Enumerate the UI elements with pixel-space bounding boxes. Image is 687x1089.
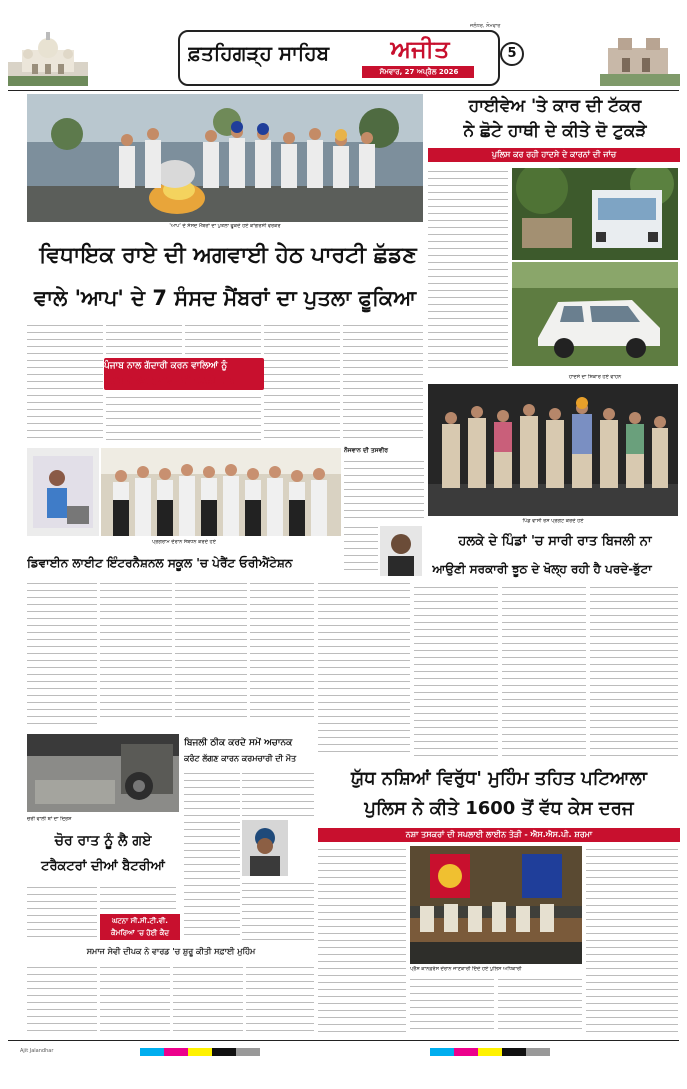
villagers-photo — [428, 384, 678, 516]
village-headline-1: ਹਲਕੇ ਦੇ ਪਿੰਡਾਂ 'ਚ ਸਾਰੀ ਰਾਤ ਬਿਜਲੀ ਨਾ — [458, 534, 652, 549]
electric-headline-2: ਕਰੰਟ ਲੱਗਣ ਕਾਰਨ ਕਰਮਚਾਰੀ ਦੀ ਮੌਤ — [184, 754, 297, 763]
village-small-head: ਨੌਜਵਾਨ ਦੀ ਤਸਵੀਰ — [344, 447, 388, 454]
school-body-col-4 — [250, 580, 314, 720]
color-registration-bar — [140, 1048, 260, 1056]
theft-headline-2: ਟਰੈਕਟਰਾਂ ਦੀਆਂ ਬੈਟਰੀਆਂ — [41, 859, 165, 874]
school-headline: ਡਿਵਾਈਨ ਲਾਈਟ ਇੰਟਰਨੈਸ਼ਨਲ ਸਕੂਲ 'ਚ ਪੇਰੈਂਟ ਓਰੀਐਂਟੇਸ਼ਨ — [27, 556, 293, 570]
school-body-col-1 — [27, 580, 97, 730]
police-body-col-2 — [410, 976, 494, 1034]
footer-text: Ajit Jalandhar — [20, 1048, 54, 1054]
police-headline-2: ਪੁਲਿਸ ਨੇ ਕੀਤੇ 1600 ਤੋਂ ਵੱਧ ਕੇਸ ਦਰਜ — [364, 798, 634, 819]
village-body-col-4 — [590, 584, 678, 756]
highway-headline-2: ਨੇ ਛੋਟੇ ਹਾਥੀ ਦੇ ਕੀਤੇ ਦੋ ਟੁਕੜੇ — [463, 121, 647, 141]
village-body-col-2 — [414, 584, 498, 756]
village-headline-2: ਆਉਣੀ ਸਰਕਾਰੀ ਝੂਠ ਦੇ ਖੋਲ੍ਹ ਰਹੀ ਹੈ ਪਰਦੇ-ਭੁੱਟਾ — [432, 562, 652, 576]
protest-photo-caption: 'ਆਪ' ਦੇ ਸੰਸਦ ਮੈਂਬਰਾਂ ਦਾ ਪੁਤਲਾ ਫੂਕਦੇ ਹੋਏ ਕਾਂਗਰਸੀ ਵਰਕਰ — [169, 223, 281, 229]
top-strip — [0, 0, 687, 6]
footer-rule — [8, 1040, 679, 1041]
police-photo-caption: ਪ੍ਰੈੱਸ ਕਾਨਫ਼ਰੰਸ ਦੌਰਾਨ ਜਾਣਕਾਰੀ ਦਿੰਦੇ ਹੋਏ ਪੁਲਿਸ ਅਧਿਕਾਰੀ — [410, 966, 522, 972]
police-headline-1: ਯੁੱਧ ਨਸ਼ਿਆਂ ਵਿਰੁੱਧ' ਮੁਹਿੰਮ ਤਹਿਤ ਪਟਿਆਲਾ — [351, 768, 647, 789]
police-body-col-4 — [586, 846, 678, 1034]
police-kicker: ਨਸ਼ਾ ਤਸਕਰਾਂ ਦੀ ਸਪਲਾਈ ਲਾਈਨ ਤੋੜੀ - ਐਸ.ਐਸ.ਪੀ. ਸ਼ਰਮਾ — [318, 828, 680, 842]
aap-body-col-1 — [27, 322, 103, 444]
aap-headline-1: ਵਿਧਾਇਕ ਰਾਏ ਦੀ ਅਗਵਾਈ ਹੇਠ ਪਾਰਟੀ ਛੱਡਣ — [39, 243, 417, 268]
electric-headline-1: ਬਿਜਲੀ ਠੀਕ ਕਰਦੇ ਸਮੇਂ ਅਚਾਨਕ — [184, 738, 293, 748]
issue-date: ਸੋਮਵਾਰ, 27 ਅਪ੍ਰੈਲ 2026 — [379, 68, 459, 76]
aap-headline-2: ਵਾਲੇ 'ਆਪ' ਦੇ 7 ਸੰਸਦ ਮੈਂਬਰਾਂ ਦਾ ਪੁਤਲਾ ਫੂਕਿਆ — [33, 286, 417, 310]
aap-quote-line-2: ਪੰਜਾਬ ਦੇ ਲੋਕ ਮੁਆਫ਼ ਨਹੀਂ ਕਰਨਗੇ-ਰਾਏ — [104, 376, 235, 386]
paper-logo: ਅਜੀਤ — [390, 35, 450, 63]
crash-photo-1 — [512, 168, 678, 260]
social-body-col-2 — [100, 964, 170, 1034]
masthead-rule — [8, 90, 679, 91]
police-press-photo — [410, 846, 582, 964]
theft-headline-1: ਚੋਰ ਰਾਤ ਨੂੰ ਲੈ ਗਏ — [54, 833, 152, 849]
electric-victim-portrait — [242, 820, 288, 876]
crash-photo-caption: ਹਾਦਸੇ ਦਾ ਸ਼ਿਕਾਰ ਹੋਏ ਵਾਹਨ — [568, 374, 622, 380]
highway-body-text — [428, 168, 508, 370]
school-photo-caption: ਪ੍ਰੋਗਰਾਮ ਦੌਰਾਨ ਸੰਬੋਧਨ ਕਰਦੇ ਹੋਏ — [152, 539, 216, 545]
highway-headline-1: ਹਾਈਵੇਅ 'ਤੇ ਕਾਰ ਦੀ ਟੱਕਰ — [468, 96, 642, 116]
villagers-photo-caption: ਪਿੰਡ ਵਾਸੀ ਰੋਸ ਪ੍ਰਗਟ ਕਰਦੇ ਹੋਏ — [522, 518, 584, 524]
gurdwara-illustration — [8, 32, 88, 86]
school-body-col-2 — [100, 580, 172, 720]
village-small-text-2 — [344, 524, 378, 576]
theft-photo-caption: ਚੋਰੀ ਵਾਲੀ ਥਾਂ ਦਾ ਦ੍ਰਿਸ਼ — [27, 816, 72, 822]
aap-body-col-3 — [185, 322, 261, 358]
color-registration-bar-2 — [430, 1048, 550, 1056]
village-small-text — [344, 458, 424, 522]
theft-body-col-1 — [27, 884, 97, 938]
police-body-col-3 — [498, 976, 582, 1034]
police-body-col-1 — [318, 846, 406, 1034]
theft-kicker-2: ਕੈਮਰਿਆਂ 'ਚ ਹੋਈ ਕੈਦ — [111, 929, 169, 937]
city-tag: ਜਲੰਧਰ, ਸੋਮਵਾਰ — [470, 23, 501, 29]
school-body-col-3 — [175, 580, 247, 720]
aap-body-col-2b — [106, 394, 261, 444]
social-body-col-1 — [27, 964, 97, 1034]
village-body-col-3 — [502, 584, 586, 756]
social-headline: ਸਮਾਜ ਸੇਵੀ ਦੀਪਕ ਨੇ ਵਾਰਡ 'ਚ ਸ਼ੁਰੂ ਕੀਤੀ ਸਫ਼ਾਈ ਮੁਹਿੰਮ — [27, 944, 315, 960]
electric-body-col-2 — [242, 770, 314, 818]
electric-body-col-3 — [242, 880, 314, 940]
school-photo-2 — [101, 448, 341, 536]
page-number: 5 — [507, 46, 517, 61]
social-body-col-3 — [173, 964, 243, 1034]
electric-body-col-1 — [184, 770, 240, 940]
protest-photo — [27, 94, 423, 222]
village-body-col-1 — [318, 580, 410, 756]
theft-photo — [27, 734, 179, 812]
aap-quote-line-1: ਪੰਜਾਬ ਨਾਲ ਗੱਦਾਰੀ ਕਰਨ ਵਾਲਿਆਂ ਨੂੰ — [104, 361, 228, 371]
theft-kicker-1: ਘਟਨਾ ਸੀ.ਸੀ.ਟੀ.ਵੀ. — [112, 917, 168, 925]
crash-photo-2 — [512, 262, 678, 366]
edition-title: ਫ਼ਤਹਿਗੜ੍ਹ ਸਾਹਿਬ — [188, 41, 330, 65]
aap-body-col-2 — [106, 322, 182, 358]
fort-illustration — [600, 34, 680, 86]
social-body-col-4 — [246, 964, 314, 1034]
highway-kicker: ਪੁਲਿਸ ਕਰ ਰਹੀ ਹਾਦਸੇ ਦੇ ਕਾਰਨਾਂ ਦੀ ਜਾਂਚ — [428, 148, 680, 162]
school-photo-1 — [27, 448, 99, 536]
theft-body-col-2 — [100, 884, 176, 914]
masthead — [0, 8, 687, 88]
